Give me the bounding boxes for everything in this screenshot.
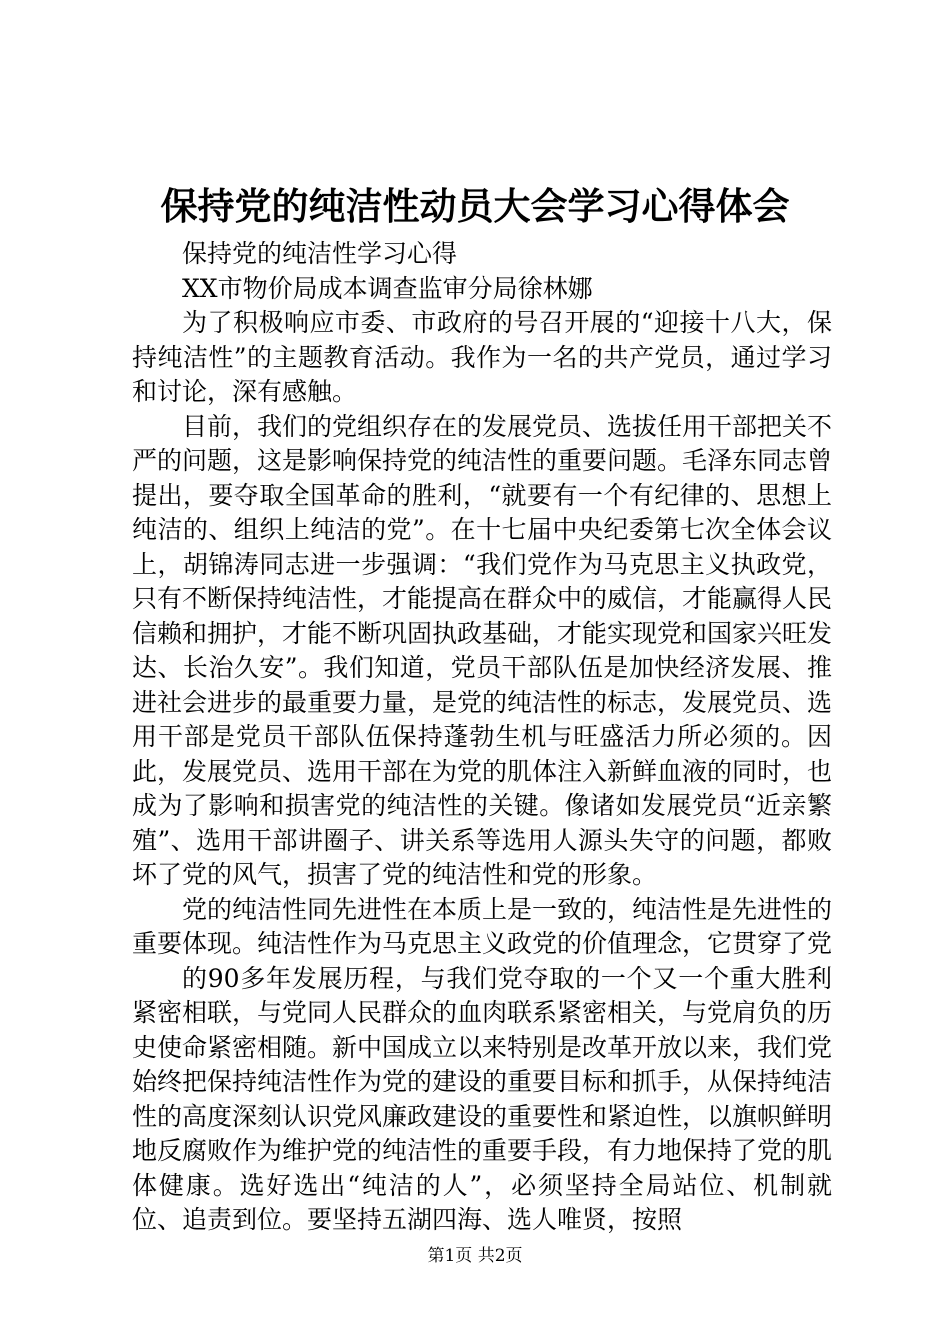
paragraph: 党的纯洁性同先进性在本质上是一致的，纯洁性是先进性的重要体现。纯洁性作为马克思主义政党的价值理念，它贯穿了党: [132, 894, 833, 958]
page-footer: 第1页 共2页: [427, 1246, 523, 1266]
paragraph: 的90多年发展历程，与我们党夺取的一个又一个重大胜利紧密相联，与党同人民群众的血肉联系紧密相关，与党肩负的历史使命紧密相随。新中国成立以来特别是改革开放以来，我们党始终把保持纯洁性作为党的建设的重要目标和抓手，从保持纯洁性的高度深刻认识党风廉政建设的重要性和紧迫性，以旗帜鲜明地反腐败作为维护党的纯洁性的重要手段，有力地保持了党的肌体健康。选好选出“纯洁的人”，必须坚持全局站位、机制就位、追责到位。要坚持五湖四海、选人唯贤，按照: [132, 963, 833, 1234]
paragraph: 为了积极响应市委、市政府的号召开展的“迎接十八大，保持纯洁性”的主题教育活动。我作为一名的共产党员，通过学习和讨论，深有感触。: [132, 308, 832, 406]
author-line: XX市物价局成本调查监审分局徐林娜: [182, 273, 593, 303]
document-title: 保持党的纯洁性动员大会学习心得体会: [160, 185, 790, 228]
paragraph: 目前，我们的党组织存在的发展党员、选拔任用干部把关不严的问题，这是影响保持党的纯洁性的重要问题。毛泽东同志曾提出，要夺取全国革命的胜利，“就要有一个有纪律的、思想上纯洁的、组织上纯洁的党”。在十七届中央纪委第七次全体会议上，胡锦涛同志进一步强调：“我们党作为马克思主义执政党，只有不断保持纯洁性，才能提高在群众中的威信，才能赢得人民信赖和拥护，才能不断巩固执政基础，才能实现党和国家兴旺发达、长治久安”。我们知道，党员干部队伍是加快经济发展、推进社会进步的最重要力量，是党的纯洁性的标志，发展党员、选用干部是党员干部队伍保持蓬勃生机与旺盛活力所必须的。因此，发展党员、选用干部在为党的肌体注入新鲜血液的同时，也成为了影响和损害党的纯洁性的关键。像诸如发展党员“近亲繁殖”、选用干部讲圈子、讲关系等选用人源头失守的问题，都败坏了党的风气，损害了党的纯洁性和党的形象。: [132, 411, 833, 889]
document-body: [132, 237, 832, 1238]
document-subtitle: 保持党的纯洁性学习心得: [182, 239, 458, 268]
